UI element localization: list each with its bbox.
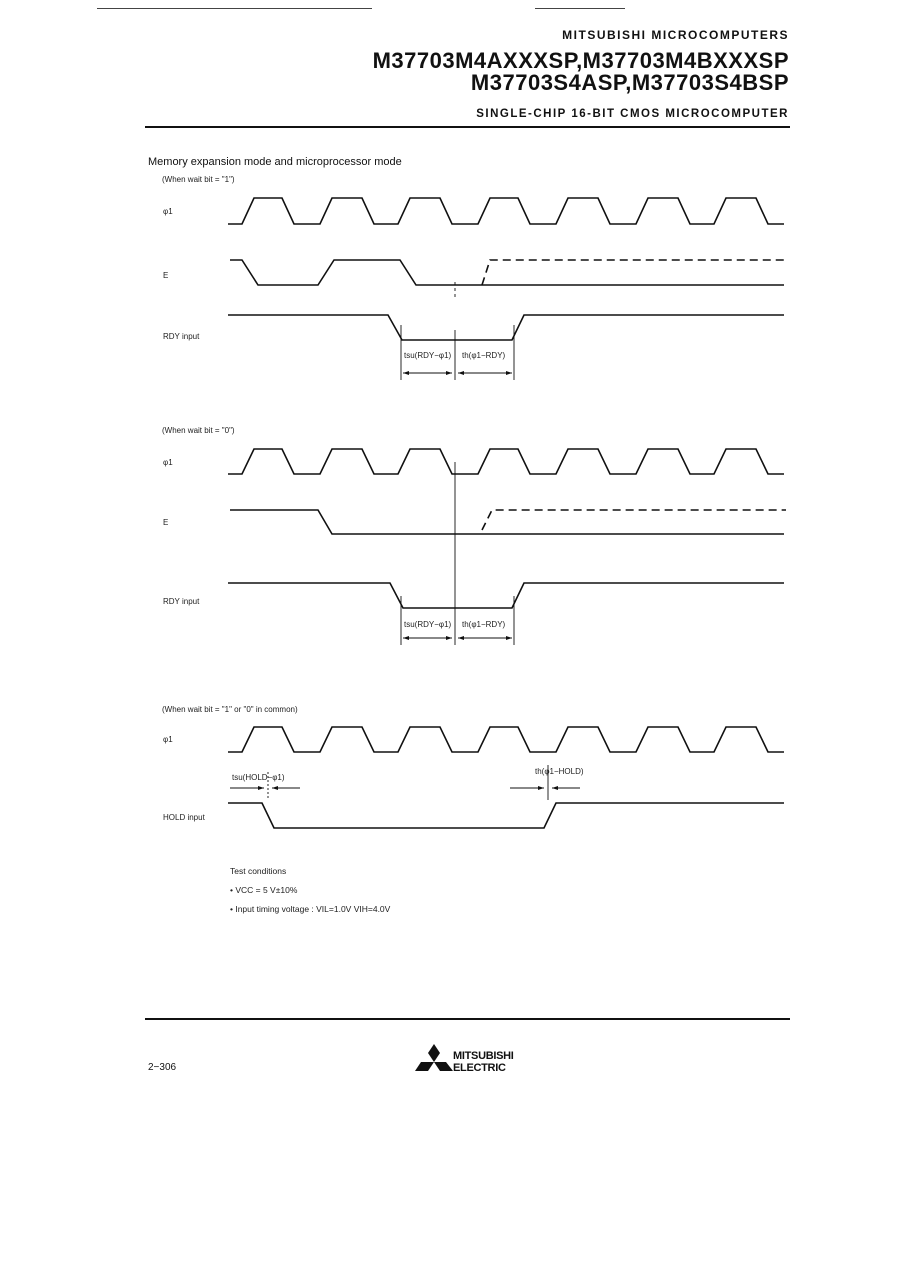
diagram1-th-label: th(φ1−RDY) bbox=[462, 351, 506, 360]
three-diamonds-icon bbox=[415, 1044, 453, 1078]
mitsubishi-electric-logo bbox=[453, 1050, 514, 1074]
part-number-line-2: M37703S4ASP,M37703S4BSP bbox=[470, 70, 789, 95]
test-conditions-input-voltage: • Input timing voltage : VIL=1.0V VIH=4.0V bbox=[230, 904, 391, 914]
diagram1-rdy-label: RDY input bbox=[163, 332, 200, 341]
diagram1-phi-label: φ1 bbox=[163, 207, 173, 216]
diagram2-e-label: E bbox=[163, 518, 169, 527]
test-conditions-vcc: • VCC = 5 V±10% bbox=[230, 885, 298, 895]
diagram2-tsu-label: tsu(RDY−φ1) bbox=[404, 620, 452, 629]
section-title: Memory expansion mode and microprocessor mode bbox=[148, 156, 402, 168]
diagram2-rdy-label: RDY input bbox=[163, 597, 200, 606]
diagram3-phi-label: φ1 bbox=[163, 735, 173, 744]
logo-line-2: ELECTRIC bbox=[453, 1062, 506, 1074]
diagram1-tsu-label: tsu(RDY−φ1) bbox=[404, 351, 452, 360]
part-number-line-1: M37703M4AXXXSP,M37703M4BXXXSP bbox=[372, 48, 789, 73]
company-name: MITSUBISHI MICROCOMPUTERS bbox=[562, 28, 789, 42]
test-conditions-title: Test conditions bbox=[230, 866, 287, 876]
diagram3-tsu-label: tsu(HOLD−φ1) bbox=[232, 773, 285, 782]
diagram3-th-label: th(φ1−HOLD) bbox=[535, 767, 584, 776]
diagram3-hold-label: HOLD input bbox=[163, 813, 205, 822]
diagram3-caption: (When wait bit = "1" or "0" in common) bbox=[162, 705, 298, 714]
diagram3-phi-waveform bbox=[228, 727, 784, 752]
diagram1-caption: (When wait bit = "1") bbox=[162, 175, 235, 184]
diagram2-phi-label: φ1 bbox=[163, 458, 173, 467]
diagram3-hold-waveform bbox=[228, 803, 784, 828]
document-subtitle: SINGLE-CHIP 16-BIT CMOS MICROCOMPUTER bbox=[476, 108, 789, 120]
diagram1-e-label: E bbox=[163, 271, 169, 280]
footer-divider bbox=[145, 1018, 790, 1020]
logo-line-1: MITSUBISHI bbox=[453, 1050, 514, 1062]
diagram2-caption: (When wait bit = "0") bbox=[162, 426, 235, 435]
page-number: 2−306 bbox=[148, 1062, 177, 1073]
diagram2-th-label: th(φ1−RDY) bbox=[462, 620, 506, 629]
